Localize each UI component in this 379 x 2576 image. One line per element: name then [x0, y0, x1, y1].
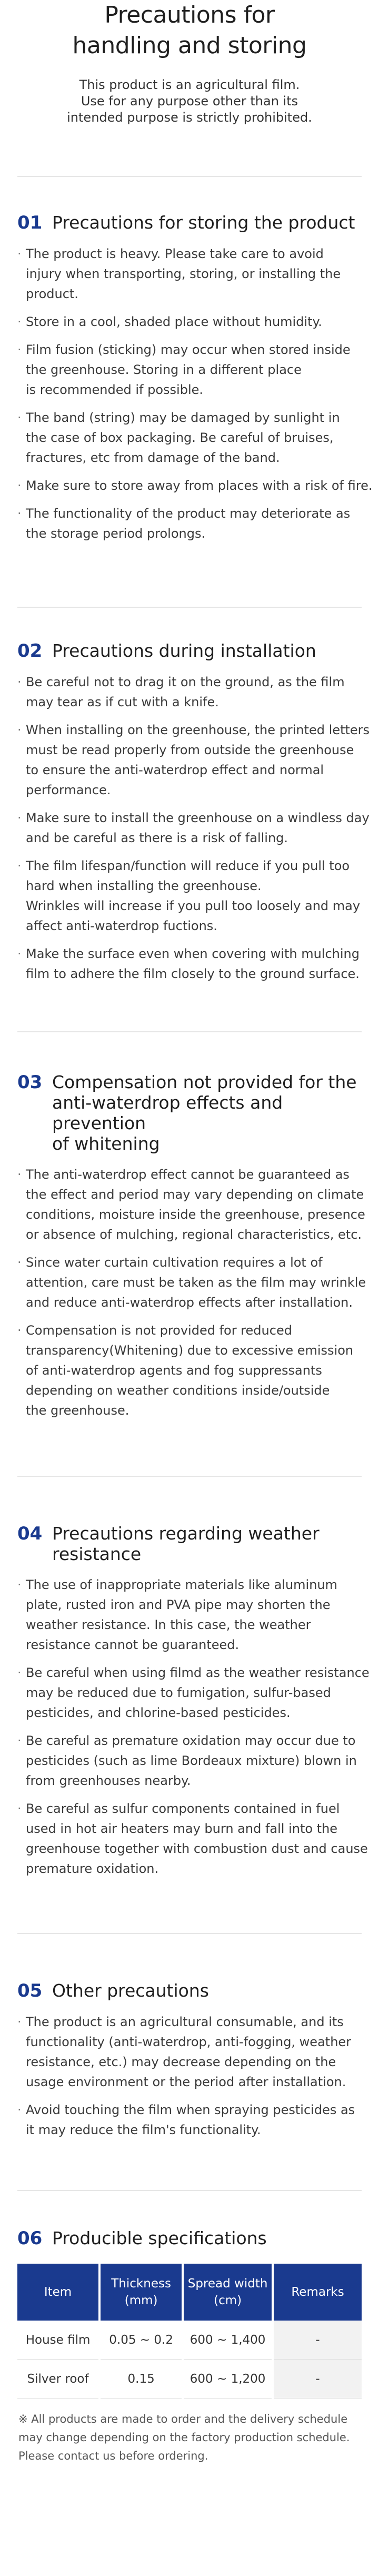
section-title: Other precautions — [52, 1980, 209, 2001]
table-cell: Silver roof — [17, 2360, 98, 2399]
precaution-list — [17, 1575, 370, 1879]
table-row — [17, 2360, 362, 2399]
table-cell: 0.05 ~ 0.2 — [101, 2321, 182, 2360]
list-item: · Make the surface even when covering with mulching film to adhere the film closely to the ground surface. — [17, 944, 362, 984]
section-compensation — [0, 1072, 379, 1420]
section-number: 05 — [17, 1980, 43, 2001]
precaution-list — [17, 672, 370, 984]
table-header: Spread width (cm) — [184, 2264, 272, 2321]
list-item: · Compensation is not provided for reduced transparency(Whitening) due to excessive emission of anti-waterdrop agents and fog suppressants depending on weather conditions inside/outside the greenhouse. — [17, 1320, 362, 1420]
order-note: ※ All products are made to order and the delivery schedule may change depending on the factory production schedule. Please contact us before ordering. — [18, 2413, 350, 2462]
list-item: · The film lifespan/function will reduce if you pull too hard when installing the greenhouse. Wrinkles will increase if you pull too loosely and may affect anti-waterdrop fuctions. — [17, 856, 362, 936]
section-weather — [0, 1523, 379, 1879]
list-item: · Avoid touching the film when spraying pesticides as it may reduce the film's functionality. — [17, 2100, 362, 2140]
page-title — [0, 0, 379, 61]
list-item: · Film fusion (sticking) may occur when stored inside the greenhouse. Storing in a different place is recommended if possible. — [17, 340, 362, 400]
precaution-list — [17, 244, 373, 544]
list-item: · Store in a cool, shaded place without humidity. — [17, 312, 362, 332]
section-number: 03 — [17, 1072, 43, 1093]
section-title: Producible specifications — [52, 2228, 267, 2248]
list-item: · Be careful not to drag it on the ground, as the film may tear as if cut with a knife. — [17, 672, 362, 712]
table-header: Thickness (mm) — [101, 2264, 182, 2321]
section-title: Precautions regarding weather resistance — [52, 1523, 320, 1564]
section-installation — [0, 640, 379, 984]
intro-line: This product is an agricultural film. — [79, 77, 300, 92]
table-cell: 600 ~ 1,200 — [184, 2360, 272, 2399]
list-item: · The band (string) may be damaged by sunlight in the case of box packaging. Be careful of bruises, fractures, etc from damage of the band. — [17, 408, 362, 468]
list-item: · Make sure to store away from places with a risk of fire. — [17, 476, 362, 496]
section-title: Precautions for storing the product — [52, 212, 355, 233]
intro-text — [0, 77, 379, 126]
title-line: Precautions for — [104, 2, 275, 28]
table-cell: House film — [17, 2321, 98, 2360]
list-item: · The anti-waterdrop effect cannot be guaranteed as the effect and period may vary depending on climate conditions, moisture inside the greenhouse, presence or absence of mulching, regional characteristics, etc. — [17, 1164, 362, 1245]
list-item: · Since water curtain cultivation requires a lot of attention, care must be taken as the film may wrinkle and reduce anti-waterdrop effects after installation. — [17, 1252, 362, 1312]
intro-line: Use for any purpose other than its — [81, 94, 298, 108]
section-storage — [0, 212, 379, 544]
list-item: · The functionality of the product may deteriorate as the storage period prolongs. — [17, 504, 362, 544]
section-specifications — [0, 2228, 379, 2465]
table-cell: 600 ~ 1,400 — [184, 2321, 272, 2360]
list-item: · The use of inappropriate materials like aluminum plate, rusted iron and PVA pipe may shorten the weather resistance. In this case, the weather resistance cannot be guaranteed. — [17, 1575, 362, 1655]
table-cell: 0.15 — [101, 2360, 182, 2399]
list-item: · When installing on the greenhouse, the printed letters must be read properly from outside the greenhouse to ensure the anti-waterdrop effect and normal performance. — [17, 720, 362, 800]
specification-table — [15, 2264, 364, 2399]
list-item: · Be careful when using filmd as the weather resistance may be reduced due to fumigation, sulfur-based pesticides, and chlorine-based pesticides. — [17, 1663, 362, 1723]
table-header: Remarks — [274, 2264, 362, 2321]
section-other — [0, 1980, 379, 2140]
precaution-list — [17, 1164, 366, 1420]
table-row — [17, 2321, 362, 2360]
title-line: handling and storing — [72, 32, 307, 59]
table-header-row — [17, 2264, 362, 2321]
list-item: · The product is heavy. Please take care to avoid injury when transporting, storing, or installing the product. — [17, 244, 362, 304]
list-item: · Be careful as premature oxidation may occur due to pesticides (such as lime Bordeaux mixture) blown in from greenhouses nearby. — [17, 1731, 362, 1791]
table-cell: - — [274, 2321, 362, 2360]
section-number: 02 — [17, 640, 43, 662]
list-item: · Make sure to install the greenhouse on a windless day and be careful as there is a risk of falling. — [17, 808, 362, 848]
section-title: Compensation not provided for the anti-waterdrop effects and prevention of whitening — [52, 1072, 357, 1154]
intro-line: intended purpose is strictly prohibited. — [67, 110, 312, 125]
precaution-list — [17, 2012, 362, 2140]
hero — [0, 0, 379, 126]
section-number: 04 — [17, 1523, 43, 1544]
table-header: Item — [17, 2264, 98, 2321]
list-item: · Be careful as sulfur components contained in fuel used in hot air heaters may burn and fall into the greenhouse together with combustion dust and cause premature oxidation. — [17, 1799, 362, 1879]
section-title: Precautions during installation — [52, 640, 316, 661]
section-number: 01 — [17, 212, 43, 233]
table-cell: - — [274, 2360, 362, 2399]
section-number: 06 — [17, 2228, 43, 2249]
list-item: · The product is an agricultural consumable, and its functionality (anti-waterdrop, anti-fogging, weather resistance, etc.) may decrease depending on the usage environment or the period after installation. — [17, 2012, 362, 2092]
